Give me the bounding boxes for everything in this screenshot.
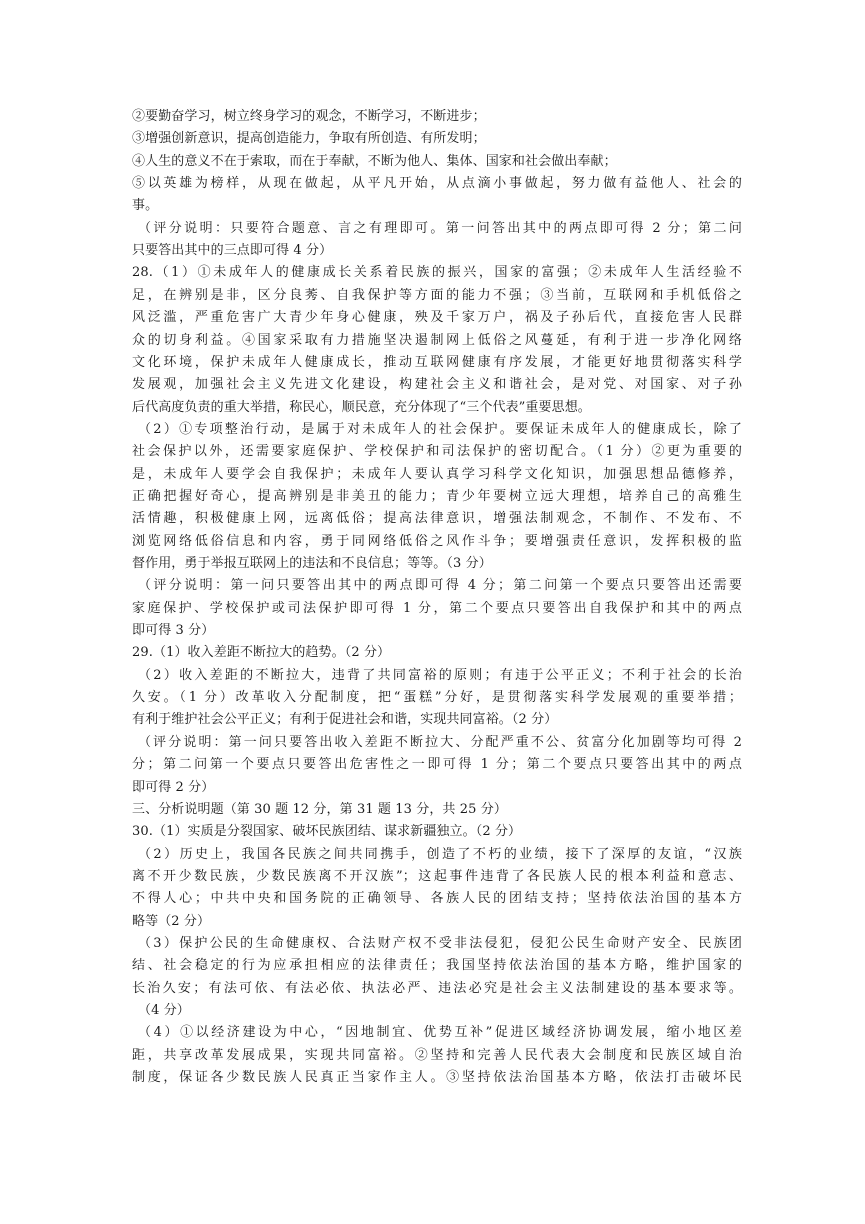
text-line: （2）收入差距的不断拉大，违背了共同富裕的原则；有违于公平正义；不利于社会的长治: [138, 667, 742, 683]
text-line: （3）保护公民的生命健康权、合法财产权不受非法侵犯，侵犯公民生命财产安全、民族团: [138, 935, 742, 951]
text-line: （2）历史上，我国各民族之间共同携手，创造了不朽的业绩，接下了深厚的友谊，“汉族: [138, 846, 742, 862]
text-line: 活情趣，积极健康上网，远离低俗；提高法律意识，增强法制观念，不制作、不发布、不: [132, 511, 742, 527]
text-line: 正确把握好奇心，提高辨别是非美丑的能力；青少年要树立远大理想，培养自己的高雅生: [132, 488, 742, 504]
text-line: 后代高度负责的重大举措，称民心，顺民意，充分体现了“三个代表”重要思想。: [132, 399, 591, 415]
text-line: 督作用，勇于举报互联网上的违法和不良信息；等等。（3 分）: [132, 556, 492, 571]
text-line: 即可得 2 分）: [132, 779, 215, 795]
text-line: 制度，保证各少数民族人民真正当家作主人。③坚持依法治国基本方略，依法打击破坏民: [132, 1070, 742, 1086]
text-line: 28.（1）①未成年人的健康成长关系着民族的振兴，国家的富强；②未成年人生活经验不: [132, 265, 742, 281]
text-line: 浏览网络低俗信息和内容，勇于同网络低俗之风作斗争；要增强责任意识，发挥积极的监: [132, 533, 742, 549]
text-line: 文化环境，保护未成年人健康成长，推动互联网健康有序发展，才能更好地贯彻落实科学: [132, 354, 742, 370]
text-line: （评分说明：只要符合题意、言之有理即可。第一问答出其中的两点即可得 2 分；第二问: [138, 220, 742, 236]
text-line: ⑤以英雄为榜样，从现在做起，从平凡开始，从点滴小事做起，努力做有益他人、社会的: [132, 176, 742, 192]
text-line: 29.（1）收入差距不断拉大的趋势。（2 分）: [132, 645, 391, 661]
text-line: 略等（2 分）: [132, 913, 211, 929]
text-line: 众的切身利益。④国家采取有力措施坚决遏制网上低俗之风蔓延，有利于进一步净化网络: [132, 332, 742, 348]
text-line: 社会保护以外，还需要家庭保护、学校保护和司法保护的密切配合。（1 分）②更为重要的: [132, 444, 742, 460]
text-line: 只要答出其中的三点即可得 4 分）: [132, 243, 333, 259]
text-line: 分；第二问第一个要点只要答出危害性之一即可得 1 分；第二个要点只要答出其中的两点: [132, 757, 742, 773]
text-line: 足，在辨别是非，区分良莠、自我保护等方面的能力不强；③当前，互联网和手机低俗之: [132, 287, 742, 303]
text-line: 家庭保护、学校保护或司法保护即可得 1 分，第二个要点只要答出自我保护和其中的两点: [132, 600, 742, 616]
text-line: 不得人心；中共中央和国务院的正确领导、各族人民的团结支持；坚持依法治国的基本方: [132, 891, 742, 907]
text-line: 久安。（1 分）改革收入分配制度，把“蛋糕”分好，是贯彻落实科学发展观的重要举措；: [132, 690, 742, 706]
text-line: 即可得 3 分）: [132, 623, 215, 639]
text-line: 事。: [132, 198, 159, 214]
text-line: 风泛滥，严重危害广大青少年身心健康，殃及千家万户，祸及子孙后代，直接危害人民群: [132, 310, 742, 326]
text-line: 长治久安；有法可依、有法必依、执法必严、违法必究是社会主义法制建设的基本要求等。: [132, 980, 742, 996]
text-line: ③增强创新意识，提高创造能力，争取有所创造、有所发明；: [132, 131, 486, 147]
text-line: 30.（1）实质是分裂国家、破坏民族团结、谋求新疆独立。（2 分）: [132, 824, 522, 840]
text-line: （4）①以经济建设为中心，“因地制宜、优势互补”促进区域经济协调发展，缩小地区差: [138, 1025, 742, 1041]
text-line: （评分说明：第一问只要答出收入差距不断拉大、分配严重不公、贫富分化加剧等均可得 2: [138, 734, 742, 750]
text-line: 有利于维护社会公平正义；有利于促进社会和谐，实现共同富裕。（2 分）: [132, 712, 558, 728]
text-line: 发展观，加强社会主义先进文化建设，构建社会主义和谐社会，是对党、对国家、对子孙: [132, 377, 742, 393]
text-line: 是，未成年人要学会自我保护；未成年人要认真学习科学文化知识，加强思想品德修养，: [132, 466, 742, 482]
text-line: （2）①专项整治行动，是属于对未成年人的社会保护。要保证未成年人的健康成长，除了: [138, 421, 742, 437]
text-line: 结、社会稳定的行为应承担相应的法律责任；我国坚持依法治国的基本方略，维护国家的: [132, 958, 742, 974]
text-line: 三、分析说明题（第 30 题 12 分，第 31 题 13 分，共 25 分）: [132, 801, 507, 817]
text-line: 离不开少数民族，少数民族离不开汉族”；这起事件违背了各民族人民的根本利益和意志、: [132, 868, 742, 884]
text-line: （评分说明：第一问只要答出其中的两点即可得 4 分；第二问第一个要点只要答出还需要: [138, 578, 742, 594]
text-line: ②要勤奋学习，树立终身学习的观念，不断学习，不断进步；: [132, 109, 486, 124]
text-line: 距，共享改革发展成果，实现共同富裕。②坚持和完善人民代表大会制度和民族区域自治: [132, 1047, 742, 1063]
text-line: （4 分）: [138, 1003, 190, 1018]
text-line: ④人生的意义不在于索取，而在于奉献，不断为他人、集体、国家和社会做出奉献；: [132, 153, 617, 169]
